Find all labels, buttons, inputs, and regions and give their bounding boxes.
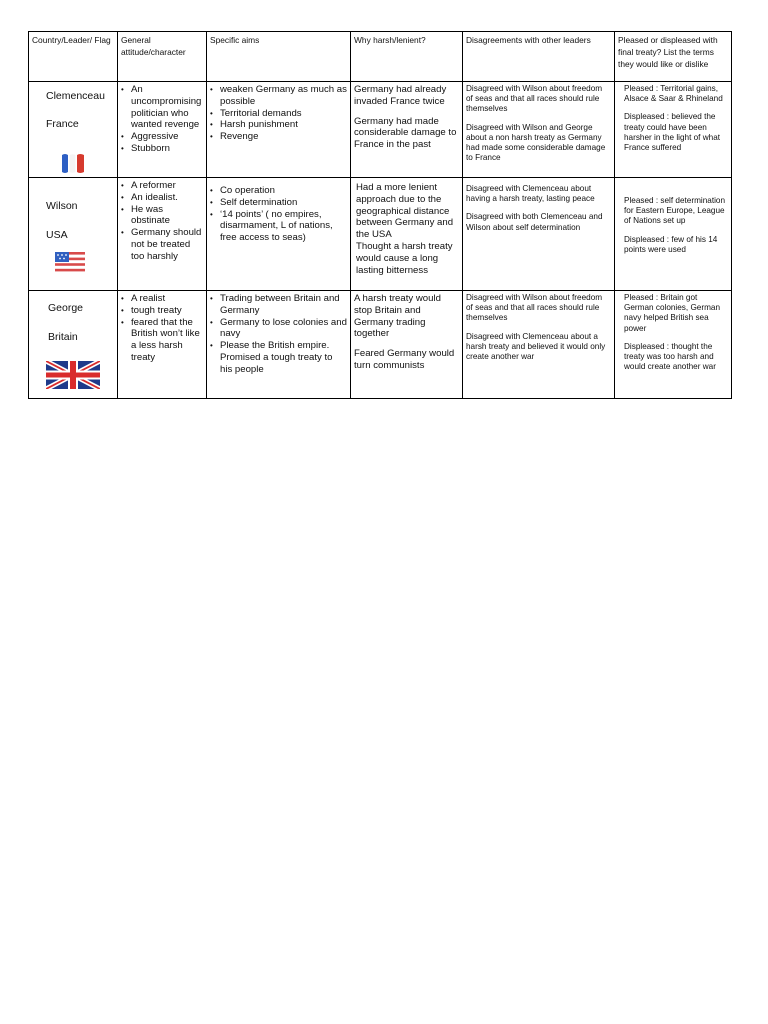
why-text: Germany had made considerable damage to France in the past — [354, 115, 457, 151]
french-flag-icon — [61, 152, 85, 174]
disagreement-text: Disagreed with Wilson about freedom of seas and that all races should rule themselves — [466, 293, 603, 323]
country-name: Britain — [48, 331, 78, 343]
leader-name: George — [48, 302, 84, 314]
pleased-cell — [615, 178, 732, 291]
disagreement-text: Disagreed with both Clemenceau and Wilson about self determination — [466, 212, 603, 232]
table-row — [29, 291, 732, 399]
leaders-comparison-table — [28, 31, 732, 399]
aim-item: • ‘14 points’ ( no empires, disarmament, L of nations, free access to seas) — [210, 209, 347, 244]
attitude-item: • A reformer — [121, 180, 203, 192]
disagreement-text: Disagreed with Wilson and George about a non harsh treaty as Germany had made some considerable damage to France — [466, 122, 606, 163]
aim-item: • Revenge — [210, 131, 347, 143]
why-text: Thought a harsh treaty would cause a long lasting bitterness — [356, 240, 453, 276]
pleased-text: Pleased : self determination for Eastern Europe, League of Nations set up — [624, 196, 726, 226]
pleased-text: Pleased : Territorial gains, Alsace & Saar & Rhineland — [624, 84, 723, 104]
displeased-text: Displeased : believed the treaty could have been harsher in the light of what France suffered — [624, 112, 721, 153]
attitude-item: • tough treaty — [121, 305, 203, 317]
why-text: Feared Germany would turn communists — [354, 348, 455, 371]
disagreement-text: Disagreed with Clemenceau about a harsh treaty and believed it would only create another war — [466, 331, 606, 362]
table-header-row — [29, 32, 732, 82]
attitude-item: • An uncompromising politician who wanted revenge — [121, 84, 203, 131]
attitude-cell — [118, 291, 207, 399]
union-jack-flag-icon — [46, 361, 100, 389]
leader-cell-george — [29, 291, 118, 399]
table-row — [29, 82, 732, 178]
why-cell — [351, 178, 463, 291]
pleased-cell — [615, 291, 732, 399]
disagreements-cell — [463, 178, 615, 291]
why-text: Germany had already invaded France twice — [354, 84, 447, 107]
disagreements-cell — [463, 291, 615, 399]
aim-item: • Trading between Britain and Germany — [210, 293, 347, 317]
header-general-attitude: General attitude/character — [118, 32, 207, 82]
why-text: Had a more lenient approach due to the geographical distance between Germany and the USA — [356, 182, 454, 241]
attitude-cell — [118, 82, 207, 178]
country-name: USA — [46, 229, 68, 241]
disagreement-text: Disagreed with Wilson about freedom of seas and that all races should rule themselves — [466, 84, 603, 114]
attitude-cell — [118, 178, 207, 291]
header-why-harsh-lenient: Why harsh/lenient? — [351, 32, 463, 82]
header-disagreements: Disagreements with other leaders — [463, 32, 615, 82]
aims-cell — [207, 178, 351, 291]
leader-cell-wilson — [29, 178, 118, 291]
disagreement-text: Disagreed with Clemenceau about having a harsh treaty, lasting peace — [466, 184, 595, 204]
aim-item: • Co operation — [210, 185, 347, 197]
why-text: A harsh treaty would stop Britain and Germany trading together — [354, 293, 441, 340]
attitude-item: • An idealist. — [121, 192, 203, 204]
pleased-cell — [615, 82, 732, 178]
attitude-item: • Stubborn — [121, 143, 203, 155]
header-pleased-displeased: Pleased or displeased with final treaty? List the terms they would like or dislike — [615, 32, 732, 82]
aim-item: • Territorial demands — [210, 108, 347, 120]
aim-item: • Please the British empire. Promised a tough treaty to his people — [210, 340, 347, 375]
attitude-item: • Aggressive — [121, 131, 203, 143]
leader-cell-clemenceau — [29, 82, 118, 178]
aim-item: • Self determination — [210, 197, 347, 209]
why-cell — [351, 291, 463, 399]
aim-item: • weaken Germany as much as possible — [210, 84, 347, 108]
table-row — [29, 178, 732, 291]
displeased-text: Displeased : thought the treaty was too harsh and would create another war — [624, 341, 716, 372]
attitude-item: • feared that the British won’t like a less harsh treaty — [121, 317, 203, 364]
attitude-item: • A realist — [121, 293, 203, 305]
aims-cell — [207, 291, 351, 399]
country-name: France — [46, 118, 79, 130]
aim-item: • Germany to lose colonies and navy — [210, 317, 347, 341]
displeased-text: Displeased : few of his 14 points were used — [624, 234, 718, 254]
disagreements-cell — [463, 82, 615, 178]
why-cell — [351, 82, 463, 178]
us-flag-icon — [55, 252, 85, 272]
pleased-text: Pleased : Britain got German colonies, German navy helped British sea power — [624, 293, 721, 333]
attitude-item: • Germany should not be treated too harshly — [121, 227, 203, 262]
aims-cell — [207, 82, 351, 178]
aim-item: • Harsh punishment — [210, 119, 347, 131]
leader-name: Wilson — [46, 200, 78, 212]
leader-name: Clemenceau — [46, 90, 105, 102]
header-specific-aims: Specific aims — [207, 32, 351, 82]
header-country-leader-flag: Country/Leader/ Flag — [29, 32, 118, 82]
attitude-item: • He was obstinate — [121, 204, 203, 228]
